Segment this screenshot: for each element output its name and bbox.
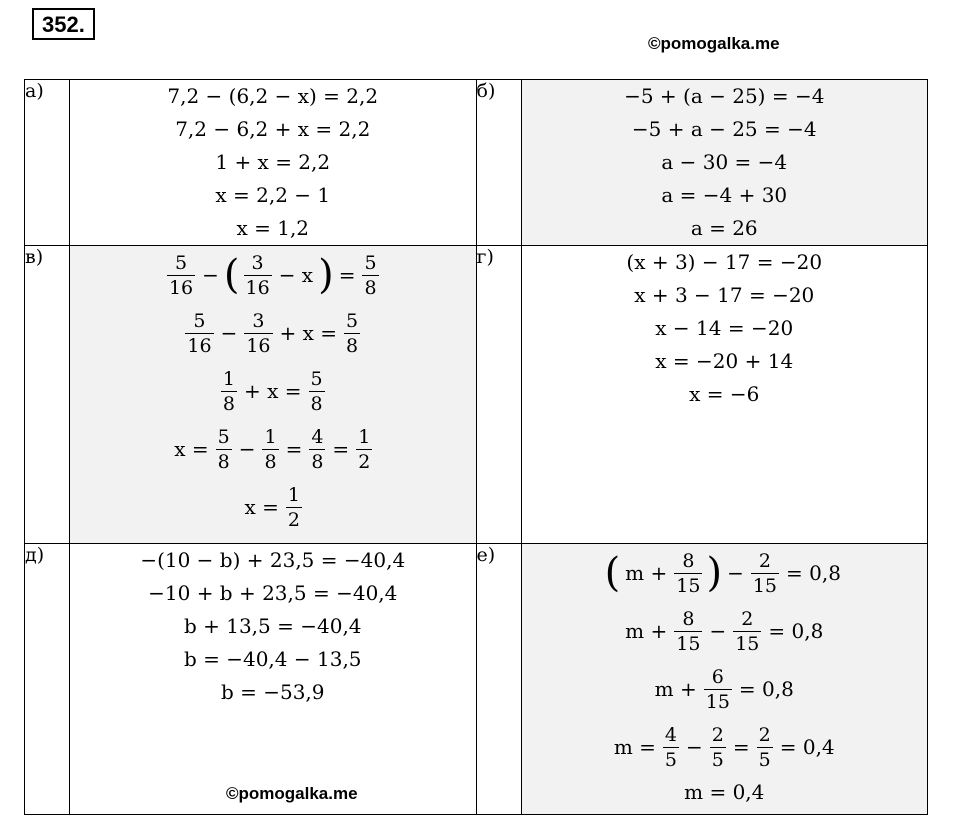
equation-line: x = 2,2 − 1 <box>215 183 331 207</box>
table-row <box>25 80 928 246</box>
table-row <box>25 246 928 544</box>
fraction: $\frac{1}{8}$ <box>264 425 277 473</box>
equation-line: b + 13,5 = −40,4 <box>183 614 362 638</box>
problem-number: 352. <box>32 8 95 40</box>
right-paren: ) <box>318 252 334 298</box>
equation-line: x = −20 + 14 <box>655 349 794 373</box>
fraction: $\frac{3}{16}$ <box>246 309 271 357</box>
equation-line: 7,2 − 6,2 + x = 2,2 <box>175 117 371 141</box>
equation-line: x − 14 = −20 <box>655 316 794 340</box>
equation-line: b = −40,4 − 13,5 <box>183 647 362 671</box>
equation-line: a = −4 + 30 <box>661 183 788 207</box>
fraction: $\frac{1}{2}$ <box>358 425 371 473</box>
cell-work-v <box>70 246 477 544</box>
right-paren: ) <box>706 550 723 596</box>
cell-label-g: г) <box>476 246 521 544</box>
fraction: $\frac{1}{2}$ <box>287 483 300 531</box>
table-row <box>25 544 928 815</box>
cell-label-d: д) <box>25 544 70 815</box>
equation-line: b = −53,9 <box>220 680 325 704</box>
fraction: $\frac{1}{8}$ <box>222 367 235 415</box>
equation-line: m = 0,4 <box>684 780 765 804</box>
cell-label-e: е) <box>476 544 521 815</box>
cell-work-g <box>521 246 928 544</box>
equation-line: $\frac{5}{16}$ − $\frac{3}{16}$ + x = $\frac{5}{8}$ <box>187 309 359 357</box>
fraction: $\frac{5}{16}$ <box>168 251 194 299</box>
equation-line: x = −6 <box>689 382 760 406</box>
equation-line: a − 30 = −4 <box>661 150 788 174</box>
fraction: $\frac{5}{8}$ <box>346 309 359 357</box>
fraction: $\frac{3}{16}$ <box>245 251 270 299</box>
equation-line: −10 + b + 23,5 = −40,4 <box>148 581 398 605</box>
cell-work-a <box>70 80 477 246</box>
equation-line: $\frac{1}{8}$ + x = $\frac{5}{8}$ <box>222 367 323 415</box>
equation-line: x + 3 − 17 = −20 <box>634 283 815 307</box>
equation-line: −5 + (a − 25) = −4 <box>624 84 825 108</box>
equation-line: ( m + $\frac{8}{15}$ ) − $\frac{2}{15}$ = 0,8 <box>604 549 841 597</box>
watermark-bottom: ©pomogalka.me <box>226 784 358 803</box>
solutions-table <box>24 79 928 815</box>
fraction: $\frac{6}{15}$ <box>705 665 730 713</box>
left-paren: ( <box>604 550 621 596</box>
cell-work-d <box>70 544 477 815</box>
cell-work-b <box>521 80 928 246</box>
cell-label-b: б) <box>476 80 521 246</box>
fraction: $\frac{5}{8}$ <box>310 367 323 415</box>
fraction: $\frac{5}{8}$ <box>364 251 377 299</box>
equation-line: 1 + x = 2,2 <box>215 150 331 174</box>
fraction: $\frac{5}{16}$ <box>187 309 212 357</box>
left-paren: ( <box>223 252 240 298</box>
watermark-top: ©pomogalka.me <box>648 34 780 53</box>
equation-line: −5 + a − 25 = −4 <box>631 117 817 141</box>
equation-line: $\frac{5}{16}$ − ( $\frac{3}{16}$ − x ) = $\frac{5}{8}$ <box>168 251 377 299</box>
fraction: $\frac{2}{15}$ <box>752 549 778 597</box>
equation-line: m + $\frac{6}{15}$ = 0,8 <box>654 665 794 713</box>
equation-line: x = $\frac{1}{2}$ <box>244 483 300 531</box>
fraction: $\frac{5}{8}$ <box>217 425 230 473</box>
fraction: $\frac{2}{5}$ <box>711 723 724 771</box>
equation-line: −(10 − b) + 23,5 = −40,4 <box>140 548 406 572</box>
fraction: $\frac{2}{15}$ <box>735 607 760 655</box>
fraction: $\frac{8}{15}$ <box>676 607 701 655</box>
cell-label-a: а) <box>25 80 70 246</box>
fraction: $\frac{4}{5}$ <box>664 723 678 771</box>
equation-line: m = $\frac{4}{5}$ − $\frac{2}{5}$ = $\frac{2}{5}$ = 0,4 <box>613 723 835 771</box>
equation-line: 7,2 − (6,2 − x) = 2,2 <box>167 84 379 108</box>
cell-work-e <box>521 544 928 815</box>
equation-line: (x + 3) − 17 = −20 <box>626 250 823 274</box>
equation-line: m + $\frac{8}{15}$ − $\frac{2}{15}$ = 0,8 <box>625 607 824 655</box>
fraction: $\frac{4}{8}$ <box>311 425 324 473</box>
cell-label-v: в) <box>25 246 70 544</box>
equation-line: a = 26 <box>690 216 758 240</box>
equation-line: x = 1,2 <box>236 216 310 240</box>
equation-line: x = $\frac{5}{8}$ − $\frac{1}{8}$ = $\frac{4}{8}$ = $\frac{1}{2}$ <box>174 425 371 473</box>
fraction: $\frac{2}{5}$ <box>758 723 771 771</box>
fraction: $\frac{8}{15}$ <box>676 549 701 597</box>
